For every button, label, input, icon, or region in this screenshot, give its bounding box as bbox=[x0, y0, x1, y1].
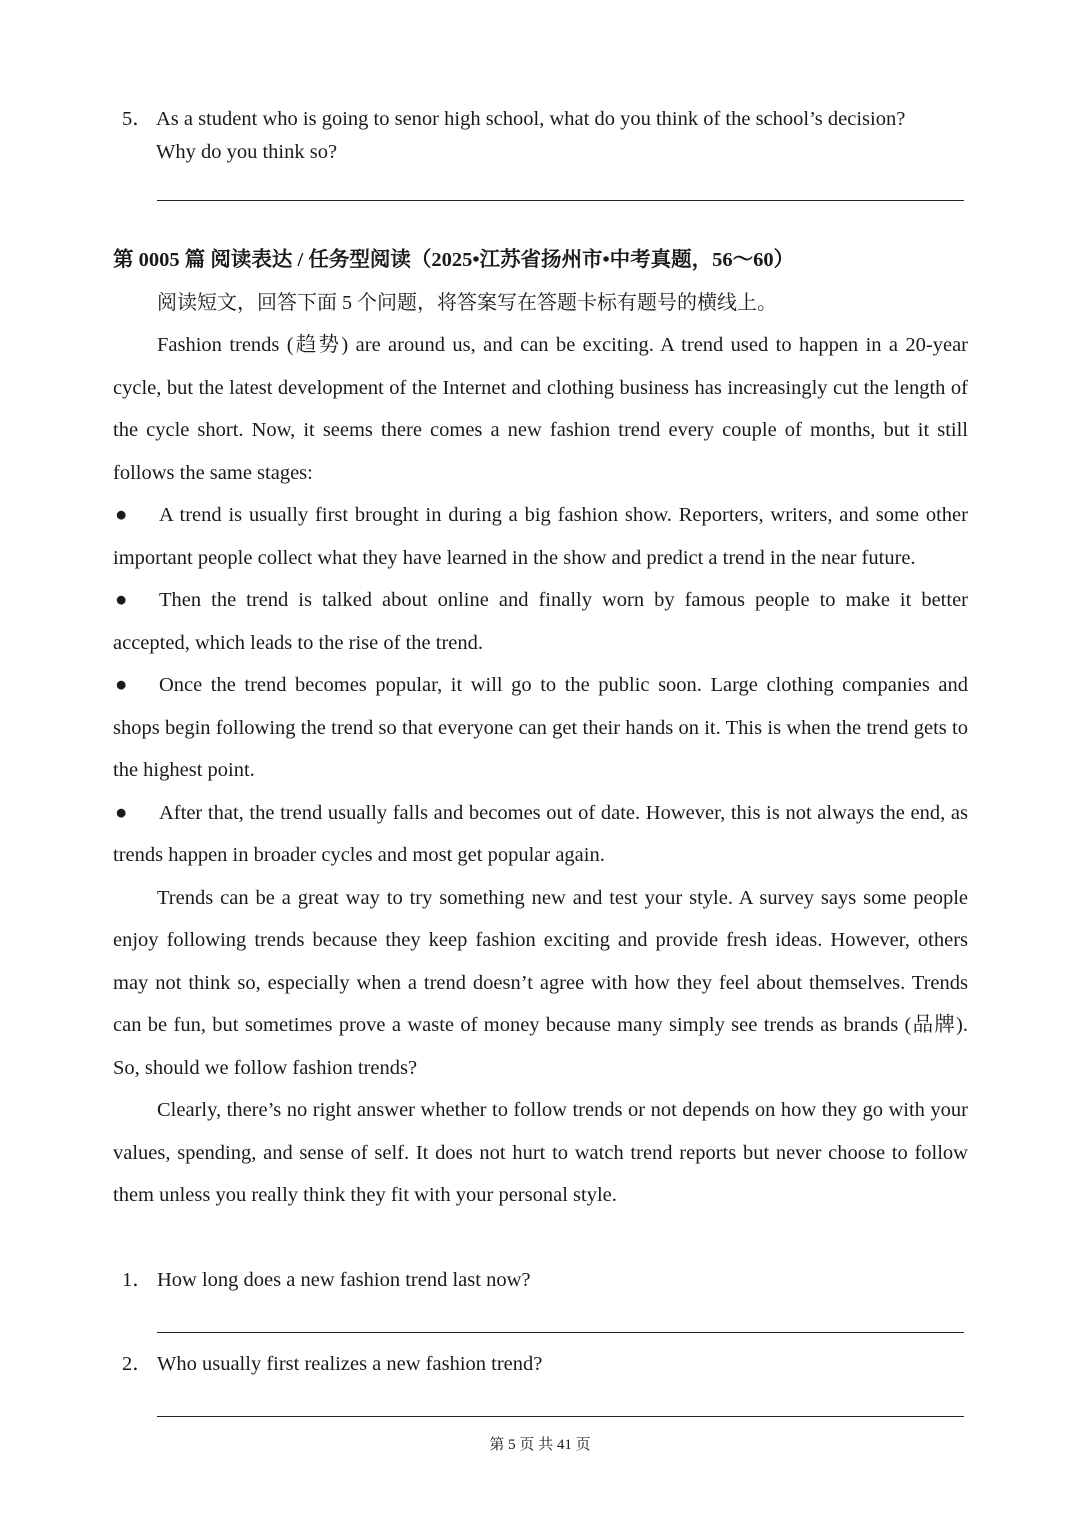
question-text: How long does a new fashion trend last now? bbox=[157, 1269, 531, 1291]
question-1 bbox=[122, 1264, 530, 1296]
answer-line-prev-5[interactable] bbox=[157, 200, 964, 201]
passage-intro: Fashion trends (趋势) are around us, and can be exciting. A trend used to happen in a 20-year cycle, but the latest development of the Internet and clothing business has increasingly cut the length of the cycle short. Now, it seems there comes a new fashion trend every couple of months, but it still follows the same stages: bbox=[113, 334, 968, 484]
bullet-text: Then the trend is talked about online and finally worn by famous people to make it better accepted, which leads to the rise of the trend. bbox=[113, 589, 968, 654]
question-number: 1． bbox=[122, 1269, 153, 1291]
passage-bullet bbox=[113, 579, 968, 664]
reading-passage bbox=[113, 324, 968, 1217]
question-text: Who usually first realizes a new fashion trend? bbox=[157, 1353, 543, 1375]
section-heading: 第 0005 篇 阅读表达 / 任务型阅读（2025•江苏省扬州市•中考真题，56～60） bbox=[113, 249, 795, 271]
passage-paragraph-3: Clearly, there’s no right answer whether to follow trends or not depends on how they go with your values, spending, and sense of self. It does not hurt to watch trend reports but never choose to follow them unless you really think they fit with your personal style. bbox=[113, 1099, 968, 1206]
bullet-text: After that, the trend usually falls and becomes out of date. However, this is not always the end, as trends happen in broader cycles and most get popular again. bbox=[113, 801, 968, 866]
bullet-icon: ● bbox=[115, 504, 128, 526]
question-number: 5． bbox=[122, 108, 153, 130]
question-text: As a student who is going to senor high school, what do you think of the school’s decision? bbox=[156, 108, 906, 130]
passage-bullet bbox=[113, 792, 968, 877]
bullet-icon: ● bbox=[115, 674, 128, 696]
passage-bullet bbox=[113, 494, 968, 579]
question-text-continued: Why do you think so? bbox=[156, 141, 338, 163]
bullet-text: A trend is usually first brought in during a big fashion show. Reporters, writers, and some other important people collect what they have learned in the show and predict a trend in the near future. bbox=[113, 504, 968, 569]
bullet-icon: ● bbox=[115, 589, 128, 611]
page-footer: 第 5 页 共 41 页 bbox=[489, 1437, 591, 1453]
question-number: 2． bbox=[122, 1353, 153, 1375]
answer-line-1[interactable] bbox=[157, 1332, 964, 1333]
passage-bullet bbox=[113, 664, 968, 792]
bullet-text: Once the trend becomes popular, it will go to the public soon. Large clothing companies and shops begin following the trend so that everyone can get their hands on it. This is when the trend gets to the highest point. bbox=[113, 674, 968, 781]
bullet-icon: ● bbox=[115, 801, 128, 824]
question-2 bbox=[122, 1348, 542, 1380]
answer-line-2[interactable] bbox=[157, 1416, 964, 1417]
previous-question-5 bbox=[122, 103, 972, 169]
section-instruction: 阅读短文，回答下面 5 个问题，将答案写在答题卡标有题号的横线上。 bbox=[157, 292, 777, 314]
passage-paragraph-2: Trends can be a great way to try something new and test your style. A survey says some people enjoy following trends because they keep fashion exciting and provide fresh ideas. However, others may not think so, especially when a trend doesn’t agree with how they feel about themselves. Trends can be fun, but sometimes prove a waste of money because many simply see trends as brands (品牌). So, should we follow fashion trends? bbox=[113, 886, 968, 1079]
